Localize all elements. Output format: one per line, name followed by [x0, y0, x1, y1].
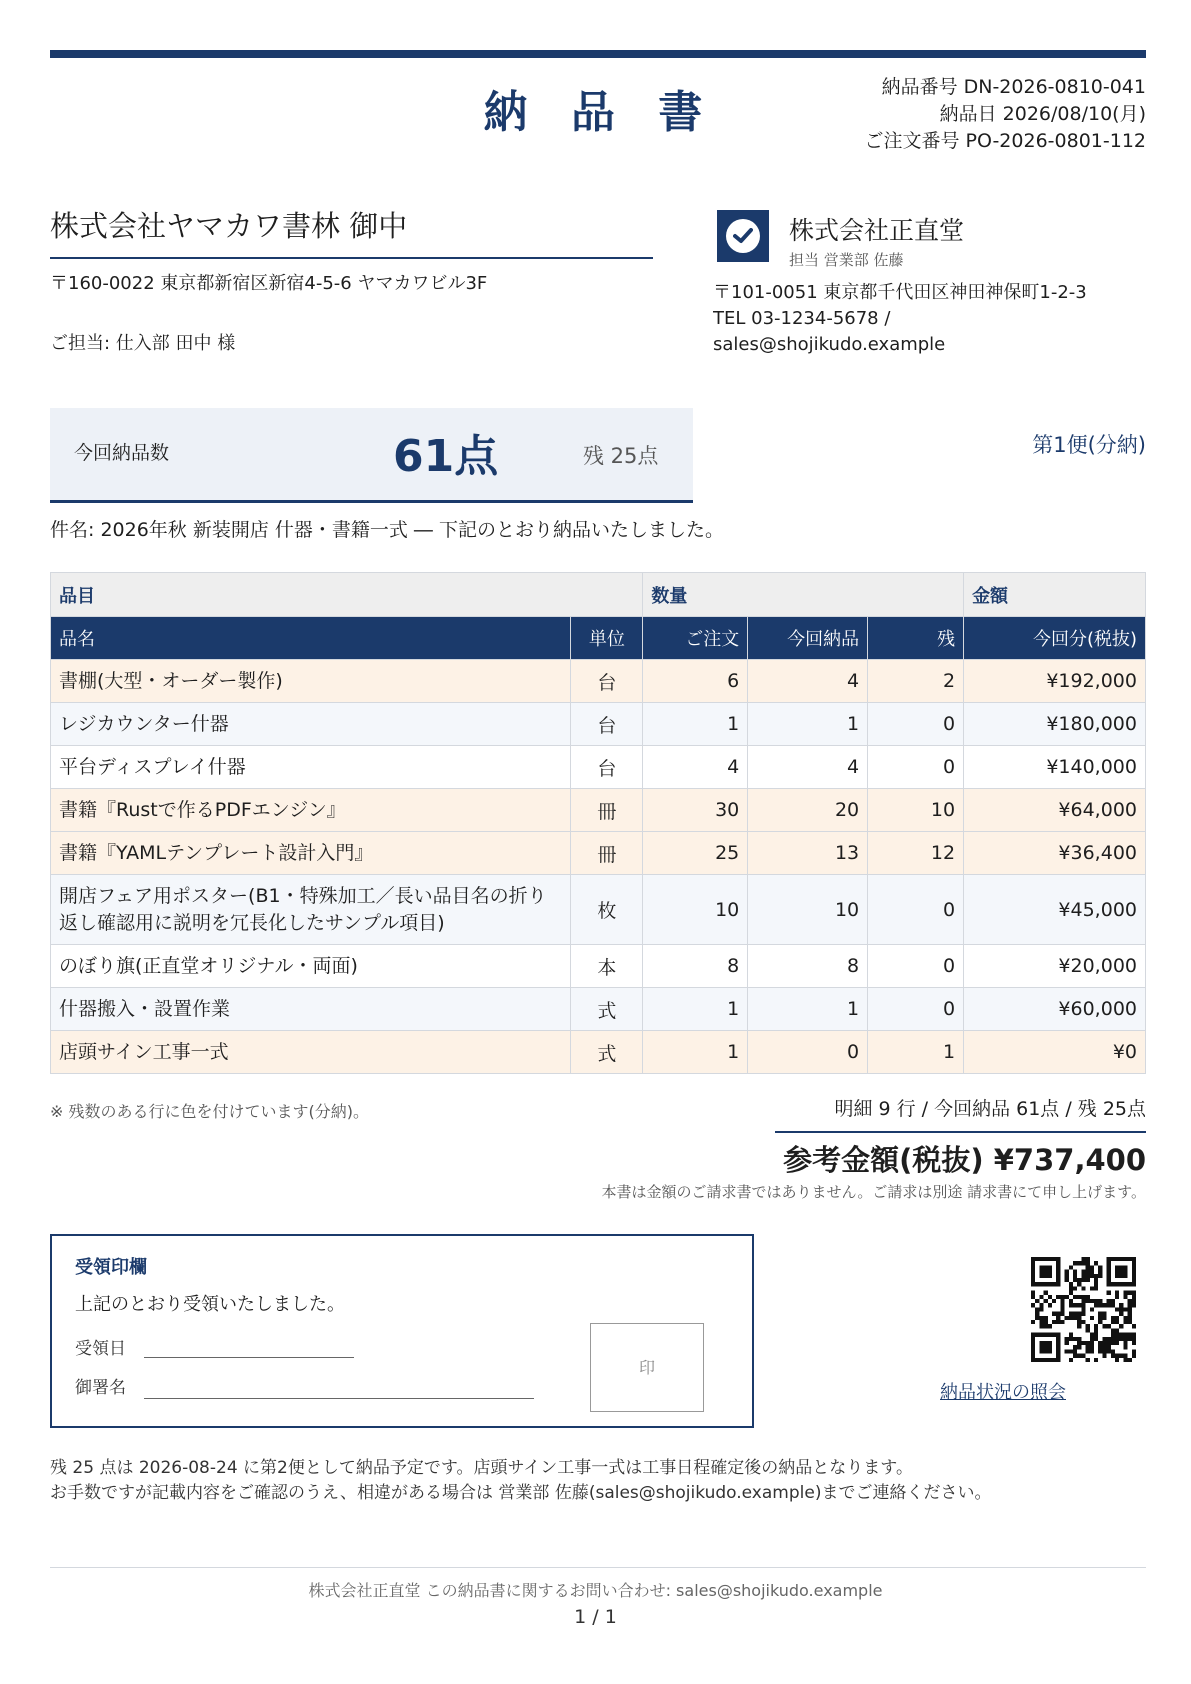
- partial-delivery-note: ※ 残数のある行に色を付けています(分納)。: [50, 1102, 369, 1121]
- footer-line-2: お手数ですが記載内容をご確認のうえ、相違がある場合は 営業部 佐藤(sales@shojikudo.example)までご連絡ください。: [50, 1483, 992, 1503]
- item-ordered: 6: [643, 660, 748, 703]
- item-remaining: 0: [868, 746, 964, 789]
- sender-name: 株式会社正直堂: [789, 216, 965, 245]
- receipt-stamp-box: [50, 1234, 754, 1428]
- document-title: 納 品 書: [483, 87, 717, 138]
- delivery-number: 納品番号 DN-2026-0810-041: [881, 76, 1146, 98]
- item-remaining: 0: [868, 988, 964, 1031]
- col-header-remaining: 残: [868, 617, 964, 660]
- footer-notes: [50, 1456, 991, 1506]
- item-name: 書棚(大型・オーダー製作): [51, 660, 571, 703]
- item-amount: ¥0: [964, 1031, 1146, 1074]
- item-name: 書籍『Rustで作るPDFエンジン』: [51, 789, 571, 832]
- table-row: [51, 703, 1146, 746]
- table-row: [51, 660, 1146, 703]
- item-amount: ¥20,000: [964, 945, 1146, 988]
- checkmark-icon: [733, 228, 753, 244]
- item-name: 什器搬入・設置作業: [51, 988, 571, 1031]
- receipt-title: 受領印欄: [75, 1257, 147, 1278]
- item-delivered: 0: [748, 1031, 868, 1074]
- summary-count: 61点: [393, 431, 499, 482]
- subject-line: 件名: 2026年秋 新装開店 什器・書籍一式 ― 下記のとおり納品いたしました。: [50, 519, 724, 541]
- item-delivered: 13: [748, 832, 868, 875]
- table-row: [51, 789, 1146, 832]
- footer-line-1: 残 25 点は 2026-08-24 に第2便として納品予定です。店頭サイン工事一式は工事日程確定後の納品となります。: [50, 1458, 913, 1478]
- item-unit: 枚: [571, 875, 643, 945]
- group-header-amount: 金額: [964, 573, 1146, 617]
- item-unit: 台: [571, 746, 643, 789]
- item-ordered: 4: [643, 746, 748, 789]
- recipient-address: 〒160-0022 東京都新宿区新宿4-5-6 ヤマカワビル3F: [50, 273, 488, 294]
- receipt-date-label: 受領日: [75, 1339, 126, 1359]
- items-table: [50, 572, 1146, 1074]
- col-header-amount: 今回分(税抜): [964, 617, 1146, 660]
- item-delivered: 4: [748, 660, 868, 703]
- sender-address-block: [713, 280, 1113, 354]
- summary-remaining: 残 25点: [583, 444, 659, 468]
- col-header-ordered: ご注文: [643, 617, 748, 660]
- item-ordered: 1: [643, 1031, 748, 1074]
- group-header-item: 品目: [51, 573, 643, 617]
- item-name: 平台ディスプレイ什器: [51, 746, 571, 789]
- recipient-underline: [50, 257, 653, 259]
- delivery-date: 納品日 2026/08/10(月): [939, 103, 1146, 125]
- summary-label: 今回納品数: [74, 442, 170, 464]
- table-row: [51, 1031, 1146, 1074]
- recipient-name: 株式会社ヤマカワ書林 御中: [50, 209, 408, 243]
- item-amount: ¥36,400: [964, 832, 1146, 875]
- total-rule: [775, 1131, 1146, 1133]
- footer-company-line: 株式会社正直堂 この納品書に関するお問い合わせ: sales@shojikudo.example: [308, 1581, 883, 1600]
- item-ordered: 1: [643, 988, 748, 1031]
- table-group-header: [51, 573, 1146, 617]
- item-remaining: 12: [868, 832, 964, 875]
- document-meta: [864, 74, 1146, 155]
- item-delivered: 1: [748, 703, 868, 746]
- item-name: レジカウンター什器: [51, 703, 571, 746]
- item-delivered: 8: [748, 945, 868, 988]
- table-row: [51, 988, 1146, 1031]
- item-unit: 冊: [571, 832, 643, 875]
- sender-address: 〒101-0051 東京都千代田区神田神保町1-2-3: [713, 282, 1087, 303]
- delivery-summary-box: [50, 408, 693, 503]
- receipt-message: 上記のとおり受領いたしました。: [75, 1294, 345, 1315]
- item-ordered: 25: [643, 832, 748, 875]
- item-remaining: 0: [868, 703, 964, 746]
- item-remaining: 1: [868, 1031, 964, 1074]
- shipment-label: 第1便(分納): [1032, 433, 1146, 457]
- item-unit: 冊: [571, 789, 643, 832]
- item-amount: ¥140,000: [964, 746, 1146, 789]
- item-name: のぼり旗(正直堂オリジナル・両面): [51, 945, 571, 988]
- col-header-name: 品名: [51, 617, 571, 660]
- footer-divider: [50, 1567, 1146, 1568]
- sender-person: 担当 営業部 佐藤: [789, 251, 904, 269]
- item-name: 店頭サイン工事一式: [51, 1031, 571, 1074]
- table-row: [51, 875, 1146, 945]
- item-amount: ¥192,000: [964, 660, 1146, 703]
- recipient-contact: ご担当: 仕入部 田中 様: [50, 333, 236, 354]
- reference-total: 参考金額(税抜) ¥737,400: [783, 1143, 1146, 1177]
- item-delivered: 20: [748, 789, 868, 832]
- item-amount: ¥180,000: [964, 703, 1146, 746]
- item-name: 書籍『YAMLテンプレート設計入門』: [51, 832, 571, 875]
- col-header-delivered: 今回納品: [748, 617, 868, 660]
- item-unit: 式: [571, 1031, 643, 1074]
- table-row: [51, 832, 1146, 875]
- item-unit: 本: [571, 945, 643, 988]
- qr-code-icon: [1031, 1257, 1136, 1362]
- sender-contact: TEL 03-1234-5678 / sales@shojikudo.example: [713, 308, 946, 354]
- receipt-signature-line: [144, 1398, 534, 1399]
- invoice-disclaimer: 本書は金額のご請求書ではありません。ご請求は別途 請求書にて申し上げます。: [601, 1183, 1146, 1201]
- item-unit: 台: [571, 703, 643, 746]
- item-ordered: 30: [643, 789, 748, 832]
- item-remaining: 0: [868, 945, 964, 988]
- item-amount: ¥64,000: [964, 789, 1146, 832]
- item-remaining: 0: [868, 875, 964, 945]
- stamp-box: 印: [590, 1323, 704, 1412]
- item-remaining: 10: [868, 789, 964, 832]
- col-header-unit: 単位: [571, 617, 643, 660]
- delivery-status-link[interactable]: 納品状況の照会: [940, 1382, 1066, 1403]
- order-number: ご注文番号 PO-2026-0801-112: [864, 130, 1146, 152]
- page-number: 1 / 1: [574, 1606, 617, 1628]
- company-logo: [717, 210, 769, 262]
- table-row: [51, 945, 1146, 988]
- item-amount: ¥45,000: [964, 875, 1146, 945]
- item-delivered: 1: [748, 988, 868, 1031]
- item-ordered: 8: [643, 945, 748, 988]
- header-accent-bar: [50, 50, 1146, 58]
- item-remaining: 2: [868, 660, 964, 703]
- item-delivered: 4: [748, 746, 868, 789]
- item-delivered: 10: [748, 875, 868, 945]
- item-ordered: 10: [643, 875, 748, 945]
- item-unit: 式: [571, 988, 643, 1031]
- totals-summary: 明細 9 行 / 今回納品 61点 / 残 25点: [834, 1098, 1146, 1120]
- receipt-signature-label: 御署名: [75, 1378, 126, 1398]
- item-amount: ¥60,000: [964, 988, 1146, 1031]
- receipt-date-line: [144, 1357, 354, 1358]
- item-name: 開店フェア用ポスター(B1・特殊加工／長い品目名の折り返し確認用に説明を冗長化したサンプル項目): [51, 875, 571, 945]
- item-ordered: 1: [643, 703, 748, 746]
- item-unit: 台: [571, 660, 643, 703]
- table-column-header: [51, 617, 1146, 660]
- table-row: [51, 746, 1146, 789]
- group-header-quantity: 数量: [643, 573, 964, 617]
